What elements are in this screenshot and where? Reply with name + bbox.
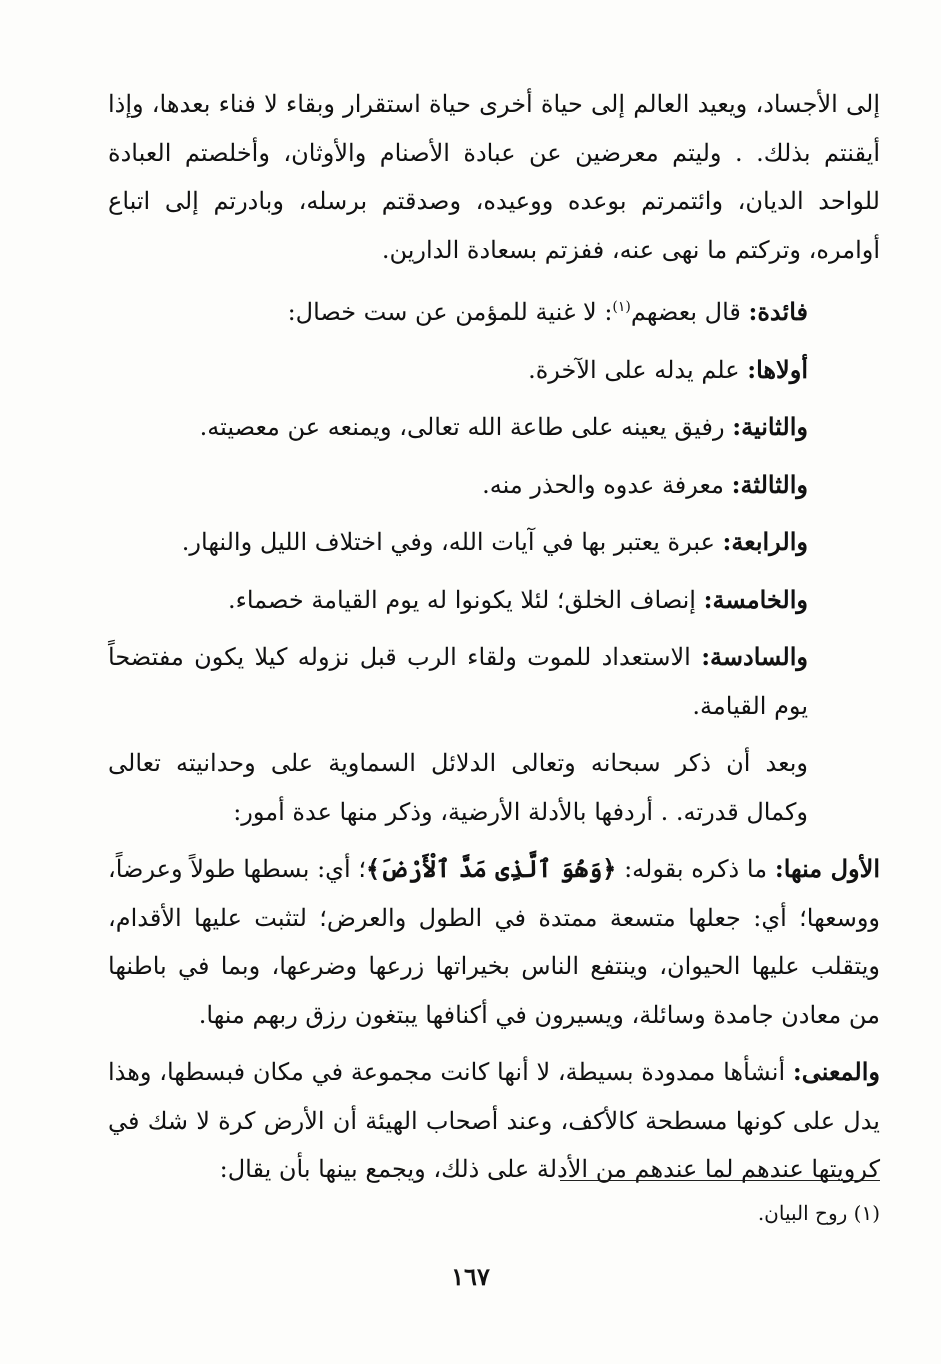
item-sixth (108, 633, 880, 730)
meaning-paragraph (108, 1048, 880, 1194)
item-label: والخامسة: (703, 584, 808, 614)
item-text: الاستعداد للموت ولقاء الرب قبل نزوله كيلا يكون مفتضحاً يوم القيامة. (108, 643, 808, 720)
item-third (108, 461, 880, 510)
item-second (108, 403, 880, 452)
opening-paragraph (108, 80, 880, 274)
item-first (108, 346, 880, 395)
intro-paragraph (108, 739, 880, 836)
item-text: إنصاف الخلق؛ لئلا يكونوا له يوم القيامة خصماء. (227, 585, 696, 614)
item-text: معرفة عدوه والحذر منه. (482, 470, 724, 499)
footnote-text: روح البيان. (757, 1201, 848, 1225)
item-fourth (108, 518, 880, 567)
item-text: علم يدله على الآخرة. (528, 355, 740, 384)
footnote (560, 1196, 880, 1230)
first-text-before: ما ذكره بقوله: (624, 855, 768, 883)
item-label: والثالثة: (731, 469, 808, 499)
first-text-after: ؛ أي: بسطها طولاً وعرضاً، ووسعها؛ أي: جعلها متسعة ممتدة في الطول والعرض؛ لتثبت عليها الأقدام، ويتقلب عليها الحيوان، وينتفع الناس بخيراتها زرعها وضرعها، وبما في باطنها من معادن جامدة وسائلة، ويسيرون في أكنافها يبتغون رزق ربهم منها. (108, 855, 880, 1029)
main-text (108, 80, 880, 1194)
first-matter-paragraph (108, 845, 880, 1039)
footnote-divider (560, 1180, 880, 1181)
faida-text-before: قال بعضهم (630, 298, 741, 326)
intro-text: وبعد أن ذكر سبحانه وتعالى الدلائل السماوية على وحدانيته تعالى وكمال قدرته. . أردفها بالأدلة الأرضية، وذكر منها عدة أمور: (108, 749, 808, 826)
item-label: والثانية: (732, 412, 808, 441)
quran-quote: ﴿وَهُوَ ٱلَّذِى مَدَّ ٱلْأَرْضَ﴾ (365, 854, 617, 883)
faida-text-after: : لا غنية للمؤمن عن ست خصال: (287, 298, 613, 326)
footnote-number: (١) (853, 1201, 880, 1225)
meaning-label: والمعنى: (792, 1057, 880, 1086)
item-label: والرابعة: (722, 527, 808, 556)
faida-label: فائدة: (748, 297, 808, 326)
item-fifth (108, 576, 880, 625)
faida-paragraph (108, 283, 880, 337)
item-label: أولاها: (747, 354, 808, 384)
item-text: عبرة يعتبر بها في آيات الله، وفي اختلاف الليل والنهار. (181, 528, 715, 556)
item-label: والسادسة: (701, 642, 809, 671)
item-text: رفيق يعينه على طاعة الله تعالى، ويمنعه عن معصيته. (199, 413, 725, 441)
paragraph-text: إلى الأجساد، ويعيد العالم إلى حياة أخرى حياة استقرار وبقاء لا فناء بعدها، وإذا أيقنتم بذلك. . وليتم معرضين عن عبادة الأصنام والأوثان، وأخلصتم العبادة للواحد الديان، وائتمرتم بوعده ووعيده، وصدقتم برسله، وبادرتم إلى اتباع أوامره، وتركتم ما نهى عنه، ففزتم بسعادة الدارين. (108, 90, 880, 264)
meaning-text: أنشأها ممدودة بسيطة، لا أنها كانت مجموعة في مكان فبسطها، وهذا يدل على كونها مسطحة كالأكف، وعند أصحاب الهيئة أن الأرض كرة لا شك في كرويتها عندهم لما عندهم من الأدلة على ذلك، ويجمع بينها بأن يقال: (108, 1058, 880, 1183)
first-label: الأول منها: (774, 854, 880, 883)
page-number: ١٦٧ (451, 1262, 490, 1291)
footnote-ref: (١) (612, 299, 631, 315)
